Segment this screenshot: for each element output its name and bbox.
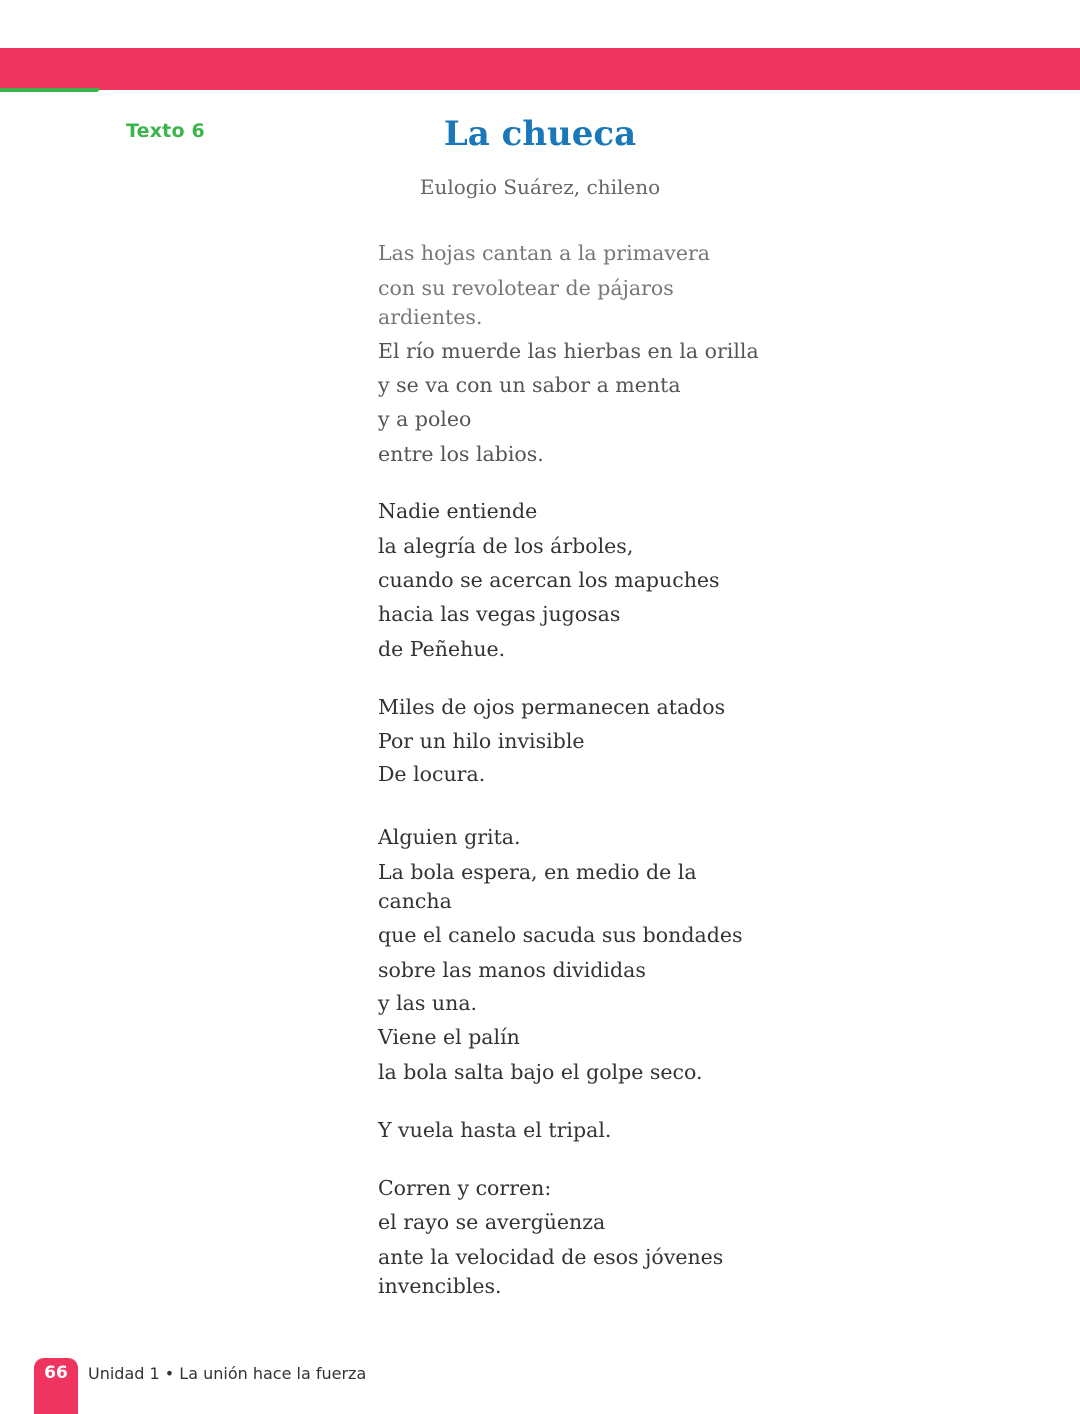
poem-line: de Peñehue. xyxy=(378,637,506,661)
poem-line: Viene el palín xyxy=(378,1025,520,1049)
poem-line: De locura. xyxy=(378,762,486,786)
poem-line: La bola espera, en medio de la xyxy=(378,860,697,884)
poem-line: hacia las vegas jugosas xyxy=(378,602,621,626)
poem-line: y a poleo xyxy=(378,407,472,431)
page-number: 66 xyxy=(44,1363,68,1383)
footer-unit-title: Unidad 1 • La unión hace la fuerza xyxy=(88,1364,367,1383)
header-band-accent xyxy=(0,88,100,92)
poem-author: Eulogio Suárez, chileno xyxy=(419,175,661,199)
poem-line: la alegría de los árboles, xyxy=(378,534,634,558)
poem-line: la bola salta bajo el golpe seco. xyxy=(378,1060,703,1084)
poem-title: La chueca xyxy=(443,114,637,154)
poem-line: sobre las manos divididas xyxy=(378,958,646,982)
poem-line: entre los labios. xyxy=(378,442,544,466)
poem-line: Las hojas cantan a la primavera xyxy=(378,241,711,265)
poem-line: Y vuela hasta el tripal. xyxy=(378,1118,612,1142)
poem-line: ardientes. xyxy=(378,305,483,329)
poem-line: ante la velocidad de esos jóvenes xyxy=(378,1245,724,1269)
section-label: Texto 6 xyxy=(126,120,205,142)
poem-line: invencibles. xyxy=(378,1274,502,1298)
poem-line: que el canelo sacuda sus bondades xyxy=(378,923,743,947)
poem-line: Miles de ojos permanecen atados xyxy=(378,695,726,719)
poem-line: con su revolotear de pájaros xyxy=(378,276,674,300)
header-band xyxy=(0,48,1080,90)
poem-line: Nadie entiende xyxy=(378,499,538,523)
poem-line: Por un hilo invisible xyxy=(378,729,585,753)
poem-line: cuando se acercan los mapuches xyxy=(378,568,720,592)
poem-line: y las una. xyxy=(378,991,478,1015)
poem-line: cancha xyxy=(378,889,452,913)
poem-line: El río muerde las hierbas en la orilla xyxy=(378,339,759,363)
poem-line: Alguien grita. xyxy=(378,825,521,849)
poem-line: el rayo se avergüenza xyxy=(378,1210,606,1234)
poem-line: y se va con un sabor a menta xyxy=(378,373,681,397)
poem-line: Corren y corren: xyxy=(378,1176,552,1200)
